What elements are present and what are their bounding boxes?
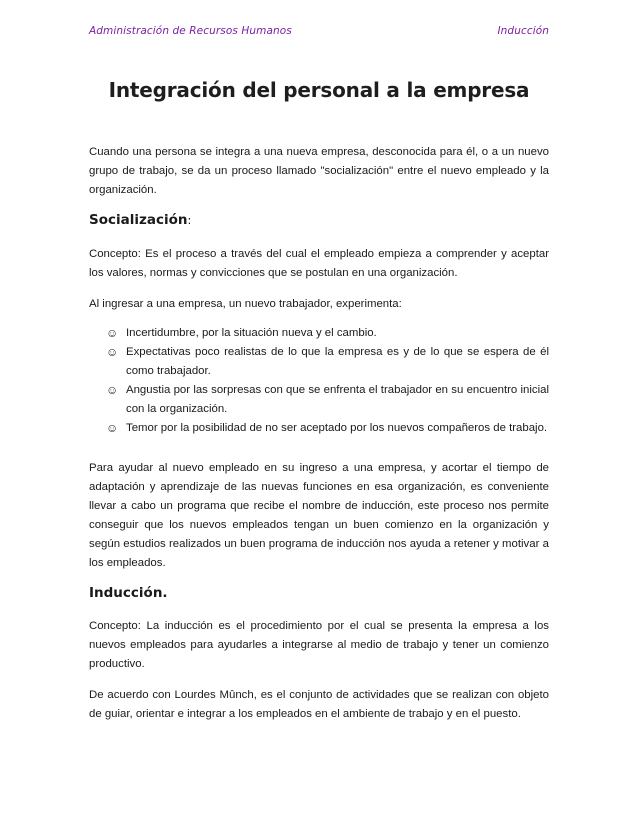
intro-paragraph: Cuando una persona se integra a una nueva empresa, desconocida para él, o a un nuevo grupo de trabajo, se da un proceso llamado "socialización" entre el nuevo empleado y la organización. (89, 146, 549, 196)
page-header (89, 25, 549, 37)
list-item (106, 343, 549, 381)
section-heading-socializacion (89, 212, 191, 228)
socializacion-closing-paragraph: Para ayudar al nuevo empleado en su ingreso a una empresa, y acortar el tiempo de adaptación y aprendizaje de las nuevas funciones en esa organización, es conveniente llevar a cabo un programa que recibe el nombre de inducción, este proceso nos permite conseguir que los nuevos empleados tengan un buen comienzo en la organización y según estudios realizados un buen programa de inducción nos ayuda a retener y motivar a los empleados. (89, 462, 549, 569)
list-item (106, 324, 549, 343)
socializacion-lead-paragraph: Al ingresar a una empresa, un nuevo trabajador, experimenta: (89, 298, 402, 310)
header-left-text: Administración de Recursos Humanos (89, 25, 292, 37)
smiley-bullet-icon: ☺ (106, 383, 119, 397)
list-item-text: Temor por la posibilidad de no ser aceptado por los nuevos compañeros de trabajo. (126, 422, 548, 434)
smiley-bullet-icon: ☺ (106, 345, 119, 359)
section-heading-induccion: Inducción. (89, 585, 168, 601)
heading-colon: : (187, 213, 192, 227)
socializacion-concept-paragraph: Concepto: Es el proceso a través del cual el empleado empieza a comprender y aceptar los valores, normas y convicciones que se postulan en una organización. (89, 248, 549, 279)
smiley-bullet-icon: ☺ (106, 326, 119, 340)
list-item (106, 419, 549, 438)
experience-list (106, 324, 549, 438)
list-item-text: Expectativas poco realistas de lo que la empresa es y de lo que se espera de él como trabajador. (126, 346, 549, 377)
page-title: Integración del personal a la empresa (108, 78, 530, 102)
header-right-text: Inducción (497, 25, 549, 37)
section-heading-socializacion-text: Socialización (89, 212, 188, 228)
list-item (106, 381, 549, 419)
list-item-text: Incertidumbre, por la situación nueva y el cambio. (126, 327, 377, 339)
smiley-bullet-icon: ☺ (106, 421, 119, 435)
induccion-concept-paragraph: Concepto: La inducción es el procedimiento por el cual se presenta la empresa a los nuevos empleados para ayudarles a integrarse al medio de trabajo y tener un comienzo productivo. (89, 620, 549, 670)
induccion-munch-paragraph: De acuerdo con Lourdes Mûnch, es el conjunto de actividades que se realizan con objeto de guiar, orientar e integrar a los empleados en el ambiente de trabajo y en el puesto. (89, 689, 549, 720)
list-item-text: Angustia por las sorpresas con que se enfrenta el trabajador en su encuentro inicial con la organización. (126, 384, 549, 415)
